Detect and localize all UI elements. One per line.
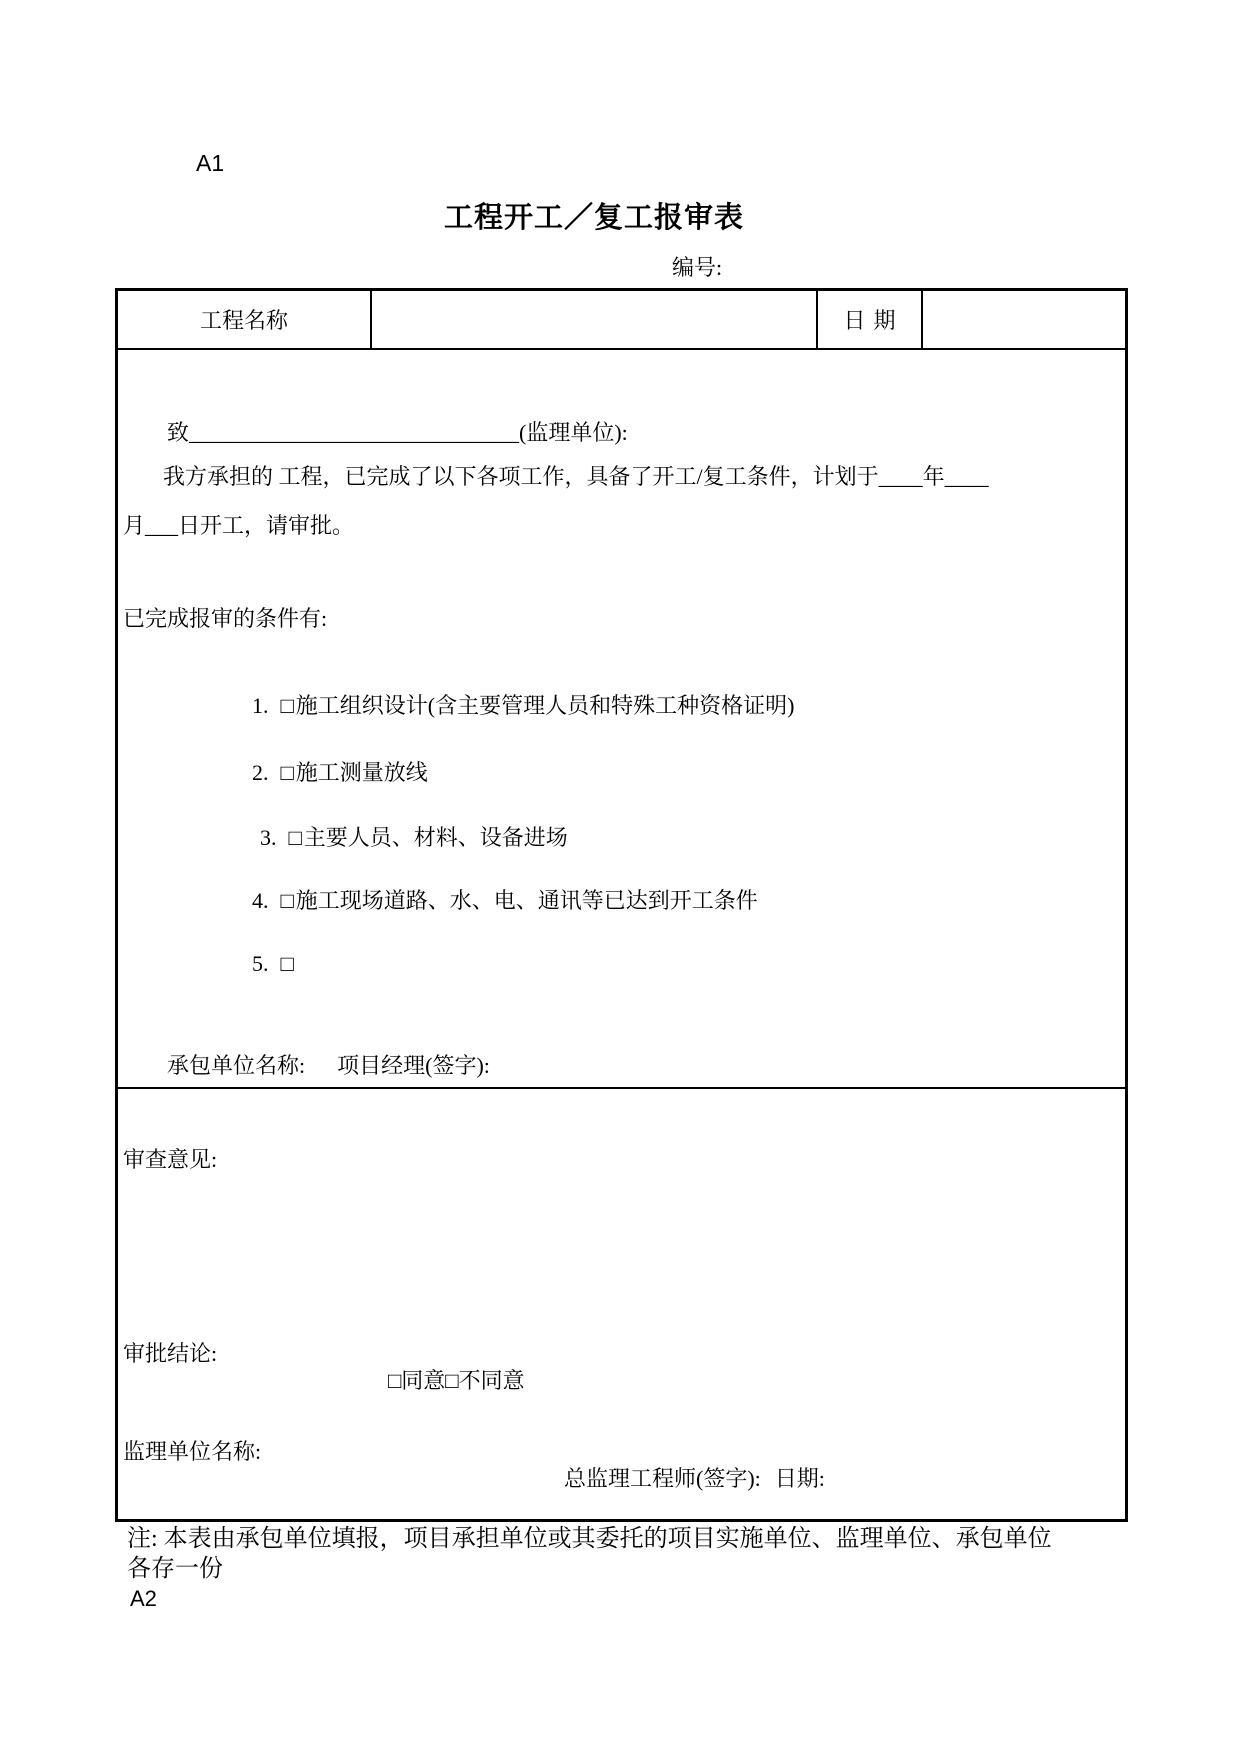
addressee-prefix: 致 [167, 420, 190, 445]
project-manager-sign-label: 项目经理(签字): [337, 1053, 490, 1078]
project-name-value-cell [372, 291, 818, 348]
agree-option: □同意 [388, 1368, 446, 1393]
form-title: 工程开工／复工报审表 [444, 202, 745, 234]
item-number: 2. [252, 760, 269, 785]
conditions-heading: 已完成报审的条件有: [123, 606, 328, 631]
item-number: 3. [260, 825, 277, 850]
item-number: 5. [252, 951, 269, 976]
form-code-top: A1 [196, 150, 225, 176]
item-number: 1. [252, 693, 269, 718]
checkbox-icon: □ [280, 888, 294, 913]
request-paragraph-line2: 月___日开工，请审批。 [123, 513, 355, 538]
chief-engineer-sign-line [520, 1438, 825, 1519]
approval-conclusion-label: 审批结论: [123, 1341, 218, 1366]
checkbox-icon: □ [280, 951, 294, 976]
addressee-blank-underline: ______________________________ [189, 420, 520, 445]
footnote-line-2: 各存一份 [127, 1556, 223, 1582]
checkbox-icon: □ [288, 825, 302, 850]
addressee-suffix: (监理单位): [519, 420, 628, 445]
disagree-option: □不同意 [445, 1368, 525, 1393]
request-paragraph-line1: 我方承担的 工程，已完成了以下各项工作，具备了开工/复工条件，计划于____年____ [163, 464, 989, 489]
form-code-bottom: A2 [130, 1586, 157, 1611]
chief-engineer-sign-label: 总监理工程师(签字): [564, 1466, 761, 1491]
sign-date-label: 日期: [774, 1466, 825, 1491]
item-text: 主要人员、材料、设备进场 [303, 825, 568, 850]
serial-number-label: 编号: [672, 255, 723, 280]
item-number: 4. [252, 888, 269, 913]
request-section [118, 350, 1125, 1089]
contractor-name-label: 承包单位名称: [167, 1053, 306, 1078]
table-header-row [118, 291, 1125, 350]
date-label-cell [818, 291, 923, 348]
footnote-line-1: 注: 本表由承包单位填报，项目承担单位或其委托的项目实施单位、监理单位、承包单位 [127, 1526, 1052, 1552]
review-opinion-label: 审查意见: [123, 1147, 218, 1172]
item-text: 施工现场道路、水、电、通讯等已达到开工条件 [295, 888, 758, 913]
supervisor-org-label: 监理单位名称: [123, 1439, 262, 1464]
project-name-label-cell [118, 291, 372, 348]
item-text: 施工组织设计(含主要管理人员和特殊工种资格证明) [295, 693, 795, 718]
date-label: 日期 [843, 308, 904, 333]
date-value-cell [923, 291, 1125, 348]
checkbox-icon: □ [280, 693, 294, 718]
condition-item-5 [208, 923, 296, 1004]
project-name-label: 工程名称 [199, 308, 288, 333]
checkbox-icon: □ [280, 760, 294, 785]
form-table [115, 288, 1128, 1522]
item-text: 施工测量放线 [295, 760, 428, 785]
approval-options [344, 1340, 525, 1421]
addressee-line [123, 392, 628, 473]
review-section [118, 1089, 1125, 1520]
